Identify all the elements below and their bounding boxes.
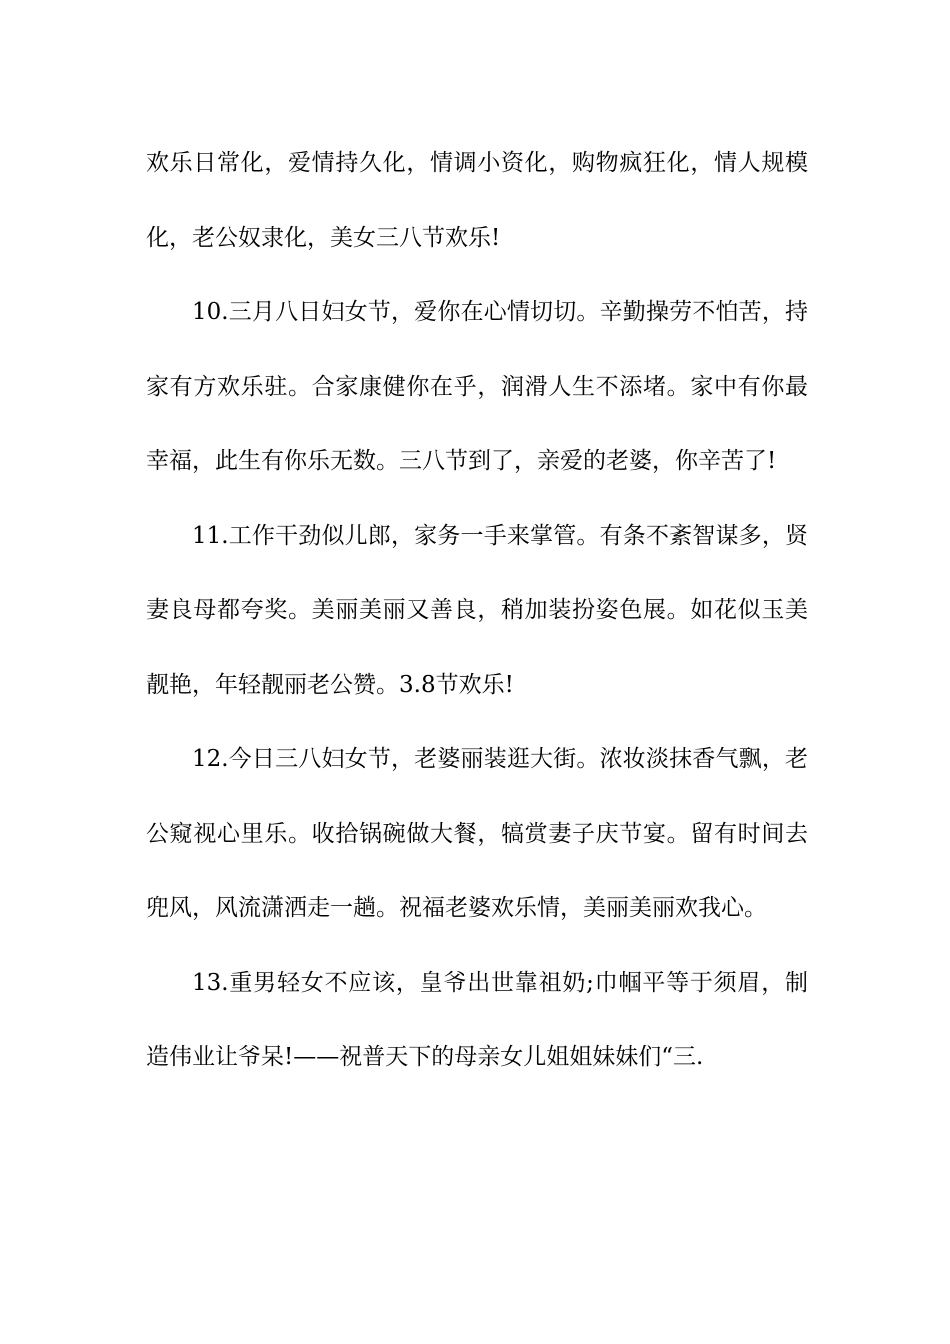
- paragraph-item-11: 11.工作干劲似儿郎，家务一手来掌管。有条不紊智谋多，贤妻良母都夸奖。美丽美丽又善良，稍加装扮姿色展。如花似玉美靓艳，年轻靓丽老公赞。3.8节欢乐!: [146, 522, 808, 698]
- paragraph-item-12: 12.今日三八妇女节，老婆丽装逛大街。浓妆淡抹香气飘，老公窥视心里乐。收拾锅碗做大餐，犒赏妻子庆节宴。留有时间去兜风，风流潇洒走一趟。祝福老婆欢乐情，美丽美丽欢我心。: [146, 746, 808, 921]
- body-text: [146, 126, 808, 1095]
- paragraph-continuation: 欢乐日常化，爱情持久化，情调小资化，购物疯狂化，情人规模化，老公奴隶化，美女三八节欢乐!: [146, 150, 808, 251]
- paragraph-item-13: 13.重男轻女不应该，皇爷出世靠祖奶;巾帼平等于须眉，制造伟业让爷呆!——祝普天下的母亲女儿姐姐妹妹们“三.: [146, 969, 808, 1070]
- paragraph-item-10: 10.三月八日妇女节，爱你在心情切切。辛勤操劳不怕苦，持家有方欢乐驻。合家康健你在乎，润滑人生不添堵。家中有你最幸福，此生有你乐无数。三八节到了，亲爱的老婆，你辛苦了!: [146, 299, 808, 474]
